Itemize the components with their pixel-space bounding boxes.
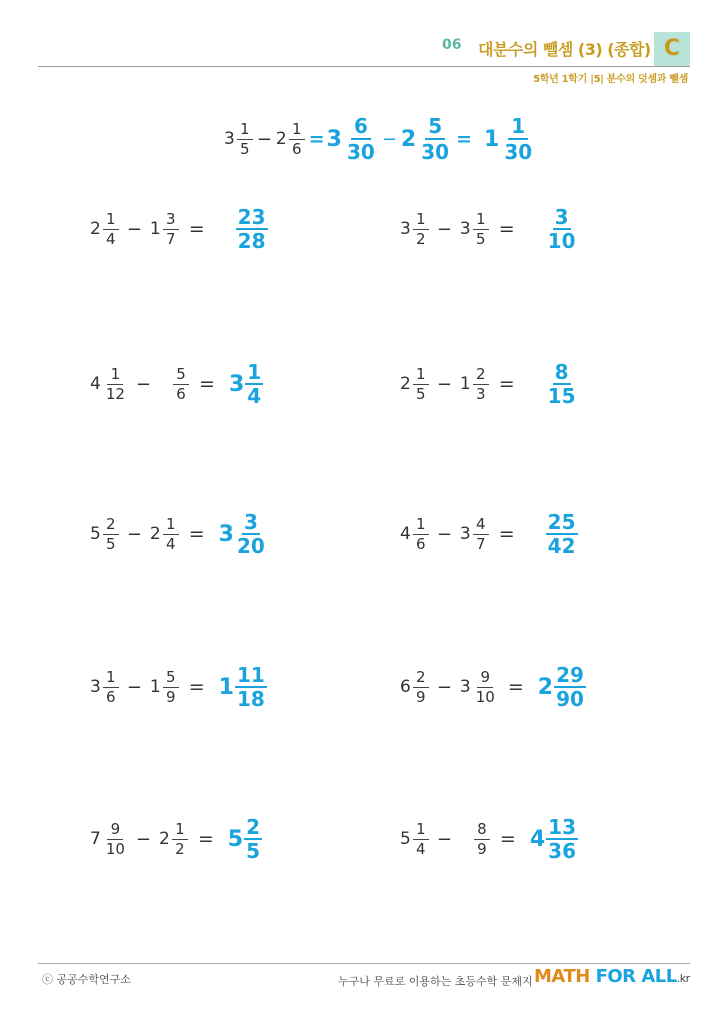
denominator: 5 [475,229,486,248]
problem-9 [90,817,262,861]
answer-numerator: 1 [247,360,262,384]
answer-numerator: 29 [556,663,584,687]
denominator: 2 [175,839,185,858]
equals-sign: = [199,373,215,395]
answer-fraction [546,207,578,251]
minus-sign: − [126,218,142,240]
whole-number: 5 [400,829,411,849]
whole-number: 7 [90,829,101,849]
footer-divider [38,963,690,964]
whole-number: 3 [459,677,471,697]
answer-numerator: 3 [554,205,569,229]
equals-sign: = [499,828,516,850]
answer-denominator: 36 [548,839,576,863]
answer-numerator: 25 [547,510,576,534]
answer-fraction [546,512,578,556]
denominator: 6 [106,687,116,706]
fraction [473,364,489,403]
problem-5 [90,512,267,556]
denominator: 6 [291,139,302,158]
numerator: 1 [413,212,429,230]
equals-sign: = [498,523,515,545]
numerator: 2 [103,517,119,535]
problem-1 [90,207,268,251]
numerator: 2 [413,670,429,688]
numerator: 9 [107,822,123,840]
denominator: 9 [416,687,426,706]
minus-sign: − [436,676,452,698]
whole-number: 2 [400,126,417,152]
equals-sign: = [188,218,205,240]
numerator: 1 [172,822,188,840]
answer [545,512,578,556]
answer-denominator: 20 [236,534,265,558]
answer-numerator: 23 [237,205,266,229]
answer-whole: 3 [228,371,245,397]
answer-fraction [245,362,263,406]
fraction [473,514,489,553]
denominator: 12 [105,384,125,403]
equals-sign: = [507,676,524,698]
denominator: 9 [477,839,487,858]
example-step [327,116,535,162]
numerator: 1 [107,367,123,385]
whole-number: 2 [90,219,101,239]
answer [219,512,267,556]
fraction [413,819,429,858]
worksheet-number: 06 [442,37,462,53]
denominator: 5 [416,384,426,403]
answer [538,665,586,709]
numerator: 1 [413,517,429,535]
whole-number: 2 [149,524,161,544]
numerator: 6 [351,116,371,140]
whole-number: 3 [90,677,101,697]
denominator: 4 [106,229,116,248]
denominator: 30 [504,140,533,164]
whole-number: 2 [159,829,170,849]
whole-number: 3 [224,129,235,149]
answer-denominator: 15 [547,384,576,408]
whole-number: 4 [90,374,101,394]
minus-sign: − [436,218,452,240]
example-expression [224,116,535,162]
numerator: 5 [425,116,445,140]
minus-sign: − [126,676,142,698]
numerator: 1 [508,116,528,140]
problem-2 [400,207,578,251]
minus-sign: − [436,373,452,395]
denominator: 5 [240,139,250,158]
denominator: 3 [475,384,486,403]
answer-numerator: 8 [554,360,569,384]
equals-sign: = [188,676,205,698]
numerator: 1 [103,670,119,688]
minus-sign: − [135,828,152,850]
answer-fraction [236,207,268,251]
whole-number: 1 [459,374,471,394]
whole-number: 1 [484,126,500,152]
numerator: 1 [413,822,429,840]
answer [530,817,578,861]
answer-fraction [244,817,262,861]
answer-numerator: 13 [548,815,576,839]
numerator: 1 [289,122,305,140]
problem-10 [400,817,578,861]
fraction [413,514,429,553]
denominator: 2 [416,229,426,248]
denominator: 6 [416,534,426,553]
minus-sign: − [256,128,272,150]
denominator: 9 [165,687,176,706]
logo-for: FOR [595,966,636,987]
answer-numerator: 3 [243,510,258,534]
level-badge: C [654,32,690,66]
whole-number: 4 [400,524,411,544]
fraction [501,116,535,162]
problem-3 [90,362,263,406]
equals-sign: = [308,128,325,150]
minus-sign: − [436,828,452,850]
answer [235,207,268,251]
whole-number: 2 [400,374,411,394]
problem-8 [400,665,586,709]
numerator: 1 [413,367,429,385]
whole-number: 3 [459,524,471,544]
answer-denominator: 28 [237,229,266,253]
answer-whole: 5 [227,826,244,852]
equals-sign: = [498,218,515,240]
fraction [103,364,128,403]
numerator: 4 [473,517,489,535]
logo-math: MATH [534,966,590,987]
equals-sign: = [197,828,214,850]
numerator: 1 [103,212,119,230]
fraction [473,667,498,706]
answer-denominator: 18 [236,687,265,711]
fraction [163,514,179,553]
equals-sign: = [498,373,515,395]
fraction [344,116,378,162]
denominator: 7 [165,229,176,248]
answer [219,665,267,709]
equals-sign: = [456,128,472,150]
denominator: 5 [106,534,116,553]
answer [545,207,578,251]
worksheet-subtitle: 5학년 1학기 |5| 분수의 덧셈과 뺄셈 [533,74,688,85]
fraction [103,819,128,858]
denominator: 10 [105,839,125,858]
whole-number: 1 [149,677,161,697]
worksheet-title: 대분수의 뺄셈 (3) (종합) [478,40,651,59]
copyright-text: ⓒ 공공수학연구소 [42,973,131,986]
answer-denominator: 10 [547,229,576,253]
fraction [413,209,429,248]
fraction [418,116,452,162]
numerator: 1 [163,517,179,535]
denominator: 30 [346,140,375,164]
answer [228,817,262,861]
answer-whole: 2 [537,674,554,700]
header-divider [38,66,690,67]
fraction [473,209,489,248]
brand-logo [534,966,690,987]
whole-number: 5 [90,524,101,544]
whole-number: 2 [275,129,287,149]
equals-sign: = [188,523,205,545]
denominator: 4 [416,839,426,858]
whole-number: 6 [400,677,411,697]
problem-6 [400,512,578,556]
denominator: 7 [475,534,486,553]
numerator: 9 [477,670,493,688]
numerator: 8 [474,822,490,840]
problem-4 [400,362,578,406]
answer-fraction [554,665,586,709]
numerator: 5 [173,367,189,385]
whole-number: 3 [459,219,471,239]
fraction [163,667,179,706]
fraction [289,119,305,158]
numerator: 1 [237,122,253,140]
answer-denominator: 42 [547,534,576,558]
numerator: 5 [163,670,179,688]
numerator: 3 [163,212,179,230]
fraction [172,819,188,858]
logo-all: ALL [641,966,677,987]
denominator: 30 [421,140,450,164]
answer-denominator: 90 [556,687,584,711]
whole-number: 3 [326,126,342,152]
fraction [103,667,119,706]
numerator: 1 [473,212,489,230]
minus-sign: − [436,523,452,545]
answer-whole: 4 [529,826,546,852]
answer-fraction [235,665,267,709]
answer-fraction [235,512,267,556]
minus-sign: − [135,373,152,395]
whole-number: 1 [149,219,161,239]
fraction [413,667,429,706]
answer-numerator: 2 [246,815,260,839]
numerator: 2 [473,367,489,385]
fraction [237,119,253,158]
fraction [173,364,189,403]
answer-fraction [546,817,578,861]
answer [545,362,578,406]
answer-whole: 1 [218,674,234,700]
fraction [413,364,429,403]
whole-number: 3 [400,219,411,239]
footer-tagline: 누구나 무료로 이용하는 초등수학 문제지 [338,975,533,988]
fraction [474,819,490,858]
denominator: 6 [176,384,186,403]
answer-denominator: 4 [247,384,262,408]
minus-sign: − [381,128,397,150]
fraction [163,209,179,248]
answer-denominator: 5 [246,839,260,863]
denominator: 10 [475,687,495,706]
fraction [103,514,119,553]
answer-fraction [546,362,578,406]
answer [229,362,263,406]
answer-numerator: 11 [236,663,265,687]
minus-sign: − [126,523,142,545]
logo-domain: .kr [676,972,690,985]
answer-whole: 3 [218,521,234,547]
fraction [103,209,119,248]
problem-7 [90,665,267,709]
denominator: 4 [165,534,176,553]
